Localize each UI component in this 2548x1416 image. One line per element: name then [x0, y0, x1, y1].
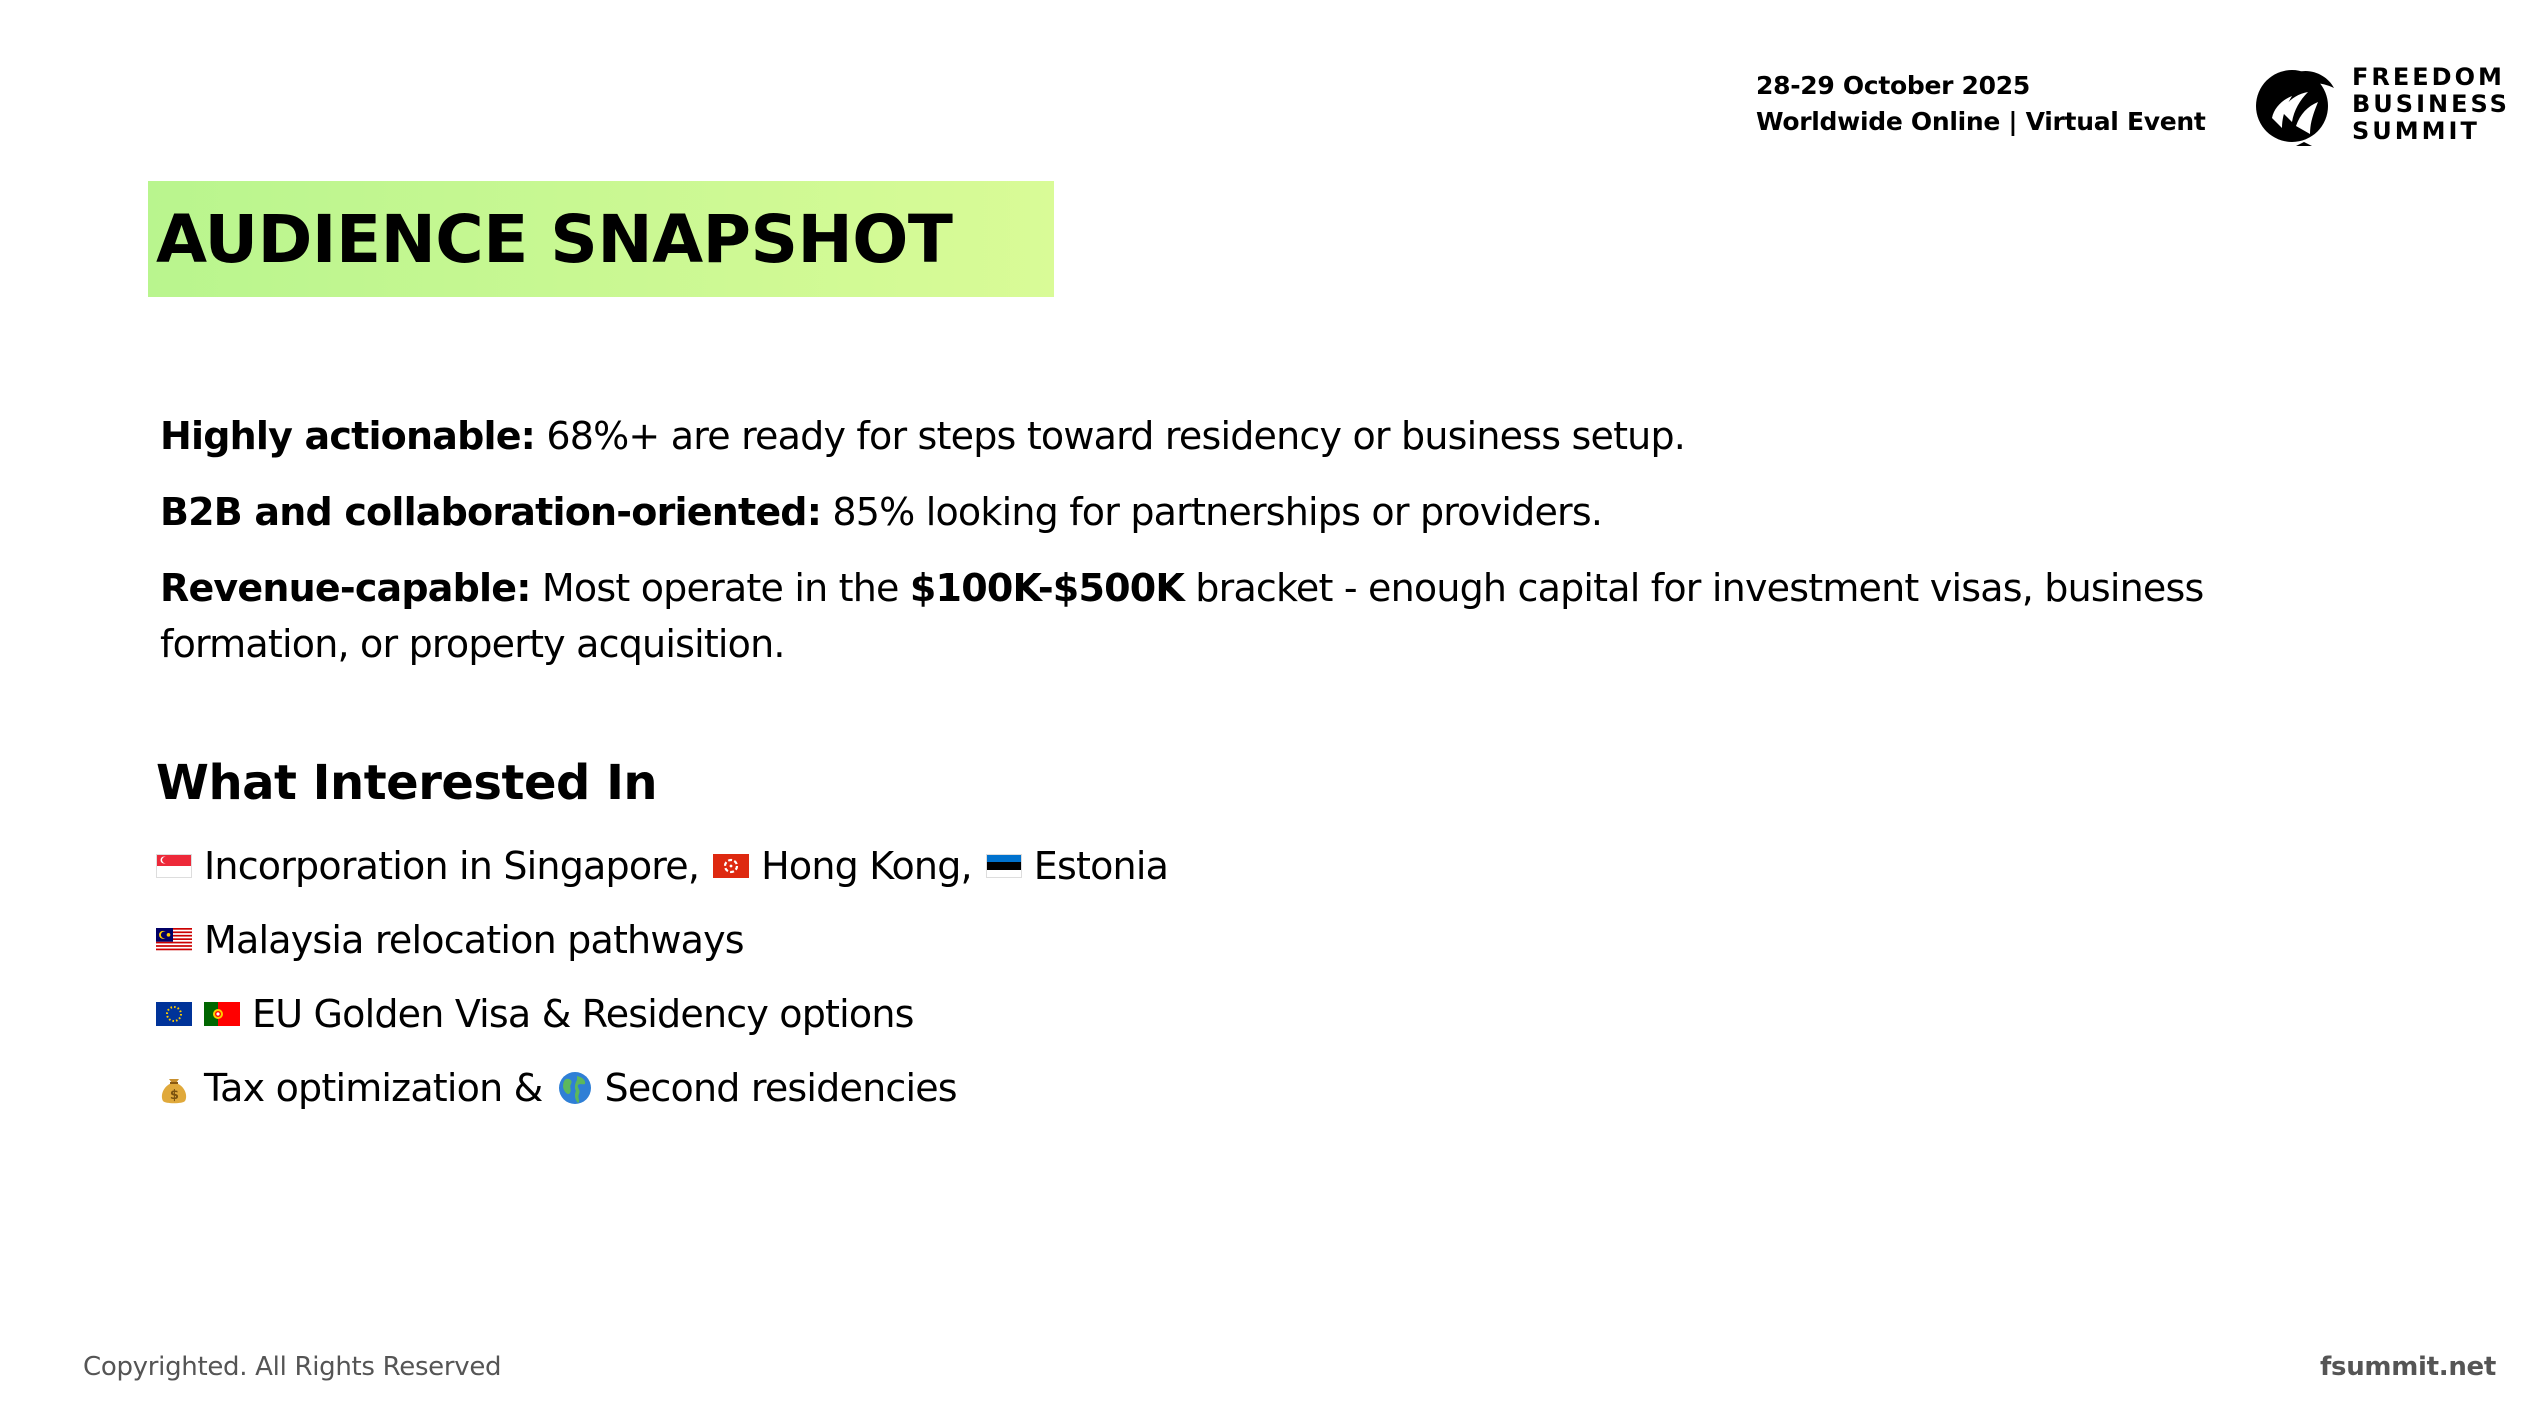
estonia-flag-icon [986, 854, 1022, 878]
interest-text: EU Golden Visa & Residency options [252, 992, 914, 1036]
eu-flag-icon [156, 1002, 192, 1026]
website-link[interactable]: fsummit.net [2320, 1352, 2496, 1382]
revenue-range: $100K-$500K [909, 566, 1185, 610]
point-b2b [160, 484, 2360, 540]
svg-text:$: $ [169, 1088, 179, 1103]
logo-line-freedom: FREEDOM [2352, 62, 2505, 91]
portugal-flag-icon [204, 1002, 240, 1026]
interest-text: Second residencies [604, 1066, 957, 1110]
point-text: Most operate in the [530, 566, 910, 610]
title-banner [148, 181, 1054, 297]
globe-icon [557, 1070, 593, 1106]
money-bag-icon [156, 1070, 192, 1106]
event-date: 28-29 October 2025 [1756, 71, 2030, 100]
point-text: 68%+ are ready for steps toward residency or business setup. [535, 414, 1686, 458]
list-item [156, 840, 1168, 892]
event-info [1756, 68, 2206, 140]
point-label: B2B and collaboration-oriented: [160, 490, 822, 534]
interest-text: Hong Kong, [761, 844, 972, 888]
list-item [156, 914, 1168, 966]
point-actionable [160, 408, 2360, 464]
hong-kong-flag-icon [713, 854, 749, 878]
logo-wordmark [2352, 64, 2510, 145]
interests-heading: What Interested In [156, 755, 658, 811]
point-revenue [160, 560, 2360, 672]
point-label: Highly actionable: [160, 414, 536, 458]
audience-points [160, 408, 2360, 692]
interest-text: Incorporation in Singapore, [204, 844, 700, 888]
interest-text: Estonia [1033, 844, 1169, 888]
list-item [156, 988, 1168, 1040]
interests-list [156, 840, 1168, 1136]
interest-text: Malaysia relocation pathways [204, 918, 744, 962]
point-text-continued: bracket - enough capital for investment visas, business formation, or property acquisition. [160, 566, 2204, 666]
logo-line-business: BUSINESS [2352, 89, 2510, 118]
point-text: 85% looking for partnerships or providers. [821, 490, 1603, 534]
interest-text: Tax optimization & [204, 1066, 543, 1110]
freedom-business-summit-logo [2252, 62, 2510, 146]
logo-line-summit: SUMMIT [2352, 116, 2480, 145]
event-location: Worldwide Online | Virtual Event [1756, 107, 2206, 136]
list-item [156, 1062, 1168, 1114]
page-title: AUDIENCE SNAPSHOT [156, 200, 953, 278]
singapore-flag-icon [156, 854, 192, 878]
malaysia-flag-icon [156, 928, 192, 952]
copyright-text: Copyrighted. All Rights Reserved [83, 1352, 502, 1382]
point-label: Revenue-capable: [160, 566, 531, 610]
palm-tree-logo-icon [2252, 62, 2336, 146]
